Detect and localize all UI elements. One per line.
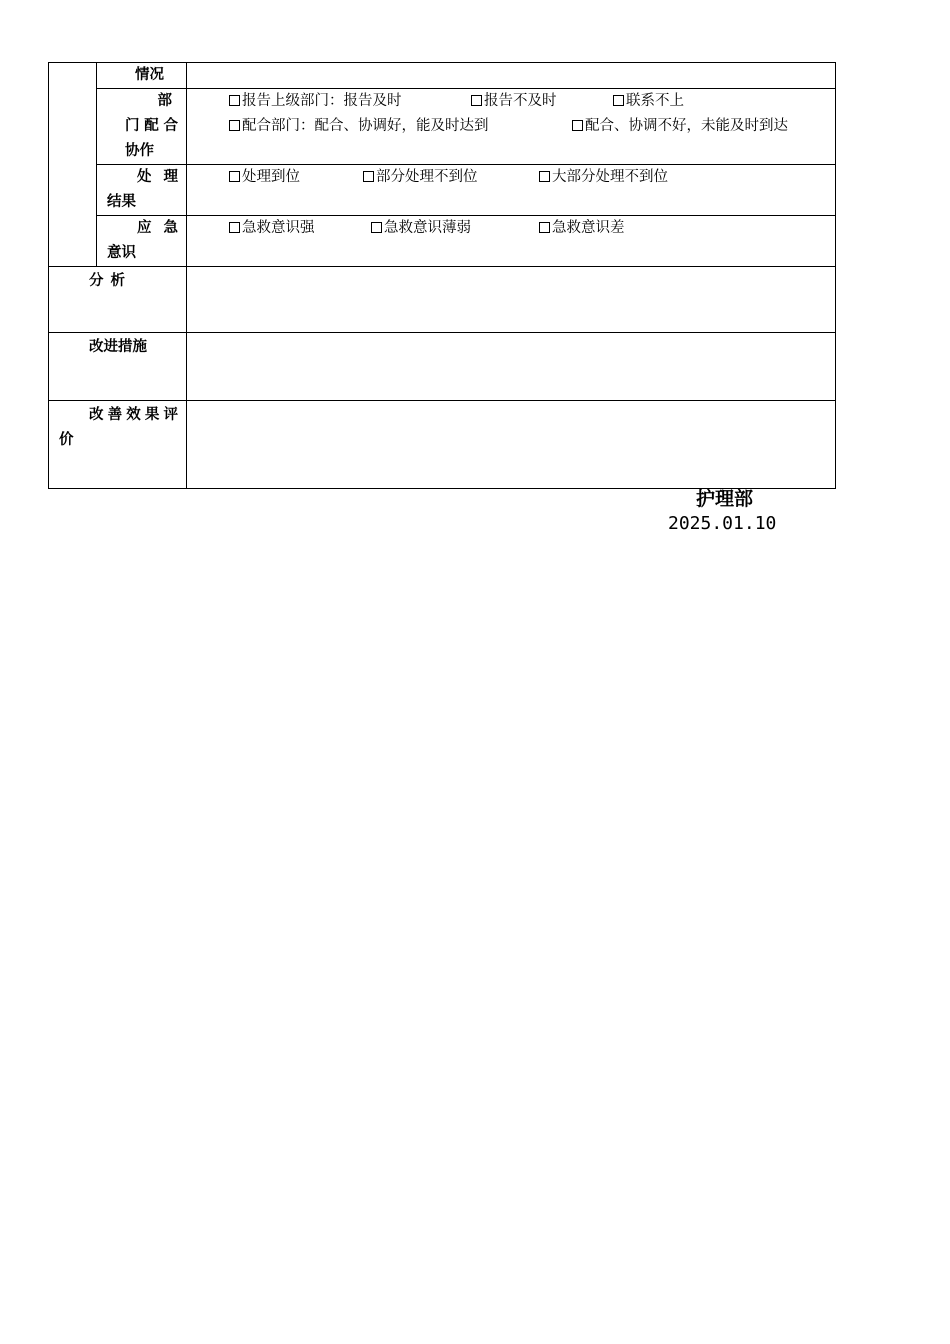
dept-coop-label-cell bbox=[97, 89, 187, 165]
option-awareness-strong[interactable]: 急救意识强 bbox=[229, 216, 371, 241]
evaluation-label-cell bbox=[49, 401, 187, 489]
checkbox-icon[interactable] bbox=[229, 120, 240, 131]
dept-coop-label-line1: 部 bbox=[157, 93, 172, 109]
dept-coop-row bbox=[49, 89, 836, 165]
option-handled-fully[interactable]: 处理到位 bbox=[229, 165, 363, 190]
situation-label: 情况 bbox=[135, 67, 164, 83]
checkbox-icon[interactable] bbox=[471, 95, 482, 106]
evaluation-label-line2: 价 bbox=[59, 432, 74, 448]
option-report-late[interactable]: 报告不及时 bbox=[471, 89, 613, 114]
result-label-line2: 结果 bbox=[107, 194, 136, 210]
incident-report-table bbox=[48, 62, 836, 489]
dept-coop-options-cell bbox=[187, 89, 836, 165]
analysis-content-cell[interactable] bbox=[187, 267, 836, 333]
option-partly-unhandled[interactable]: 部分处理不到位 bbox=[363, 165, 539, 190]
awareness-label-cell bbox=[97, 216, 187, 267]
signature-department: 护理部 bbox=[696, 488, 754, 510]
awareness-options-cell bbox=[187, 216, 836, 267]
result-row bbox=[49, 165, 836, 216]
dept-coop-label-line3: 协作 bbox=[125, 143, 154, 159]
option-no-contact[interactable]: 联系不上 bbox=[613, 89, 684, 114]
option-awareness-poor[interactable]: 急救意识差 bbox=[539, 216, 625, 241]
awareness-label-line2: 意识 bbox=[107, 245, 136, 261]
checkbox-icon[interactable] bbox=[229, 171, 240, 182]
awareness-row bbox=[49, 216, 836, 267]
result-options-cell bbox=[187, 165, 836, 216]
option-awareness-weak[interactable]: 急救意识薄弱 bbox=[371, 216, 539, 241]
option-report-timely[interactable]: 报告上级部门：报告及时 bbox=[229, 89, 471, 114]
improvement-label-cell bbox=[49, 333, 187, 401]
analysis-row bbox=[49, 267, 836, 333]
left-group-cell bbox=[49, 63, 97, 267]
analysis-label: 分 析 bbox=[89, 273, 125, 289]
analysis-label-cell bbox=[49, 267, 187, 333]
dept-coop-label-line2: 门 配 合 bbox=[125, 118, 178, 134]
checkbox-icon[interactable] bbox=[539, 222, 550, 233]
option-mostly-unhandled[interactable]: 大部分处理不到位 bbox=[539, 165, 668, 190]
option-coop-good[interactable]: 配合部门：配合、协调好，能及时达到 bbox=[229, 114, 572, 139]
situation-content-cell[interactable] bbox=[187, 63, 836, 89]
checkbox-icon[interactable] bbox=[229, 95, 240, 106]
evaluation-row bbox=[49, 401, 836, 489]
checkbox-icon[interactable] bbox=[371, 222, 382, 233]
result-label-cell bbox=[97, 165, 187, 216]
checkbox-icon[interactable] bbox=[613, 95, 624, 106]
signature-date: 2025.01.10 bbox=[668, 513, 777, 534]
option-coop-poor[interactable]: 配合、协调不好，未能及时到达 bbox=[572, 114, 788, 139]
dept-coop-options-line1 bbox=[229, 89, 831, 114]
evaluation-content-cell[interactable] bbox=[187, 401, 836, 489]
checkbox-icon[interactable] bbox=[363, 171, 374, 182]
improvement-row bbox=[49, 333, 836, 401]
situation-label-cell bbox=[97, 63, 187, 89]
evaluation-label-line1: 改 善 效 果 评 bbox=[89, 407, 178, 423]
checkbox-icon[interactable] bbox=[539, 171, 550, 182]
improvement-content-cell[interactable] bbox=[187, 333, 836, 401]
situation-row bbox=[49, 63, 836, 89]
dept-coop-options-line2 bbox=[229, 114, 831, 139]
improvement-label: 改进措施 bbox=[89, 339, 147, 355]
checkbox-icon[interactable] bbox=[572, 120, 583, 131]
checkbox-icon[interactable] bbox=[229, 222, 240, 233]
awareness-label-line1: 应 急 bbox=[137, 220, 178, 236]
result-label-line1: 处 理 bbox=[137, 169, 178, 185]
